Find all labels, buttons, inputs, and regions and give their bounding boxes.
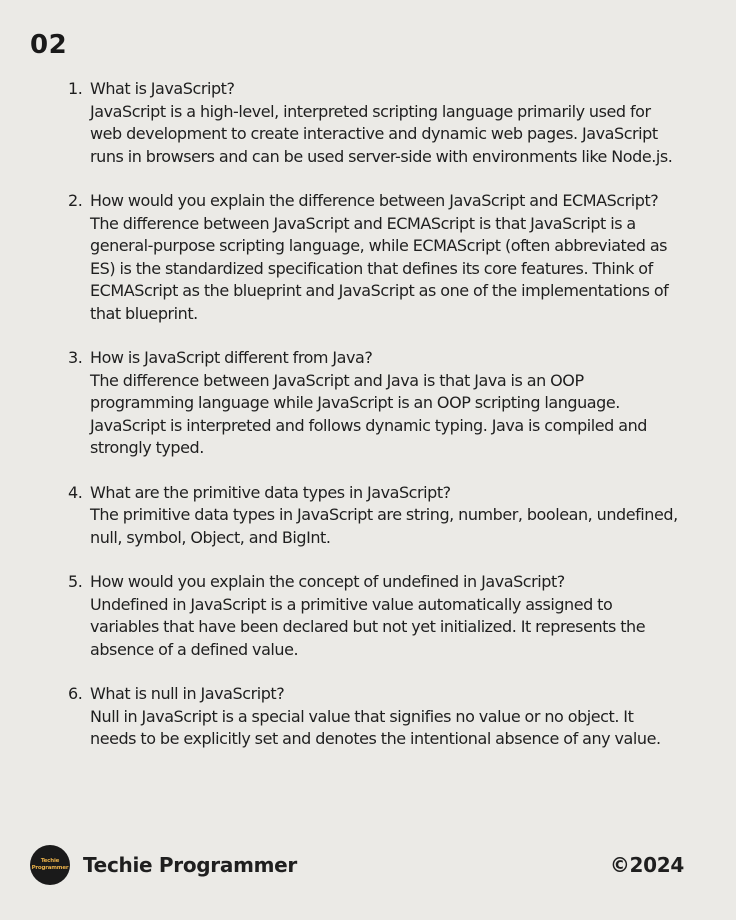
qa-question: How would you explain the difference between JavaScript and ECMAScript?: [90, 191, 659, 210]
qa-item-5: [68, 571, 678, 661]
logo-text-line1: Techie: [40, 858, 60, 864]
logo-text-line2: Programmer: [31, 865, 69, 871]
qa-answer: The difference between JavaScript and Java is that Java is an OOP programming language while JavaScript is an OOP scripting language. JavaScript is interpreted and follows dynamic typing. Java is compiled and strongly typed.: [90, 370, 647, 457]
qa-number: 5.: [68, 572, 83, 591]
qa-item-1: [68, 78, 678, 168]
qa-number: 6.: [68, 684, 83, 703]
qa-answer: The primitive data types in JavaScript are string, number, boolean, undefined, null, symbol, Object, and BigInt.: [90, 505, 678, 547]
qa-answer: Undefined in JavaScript is a primitive value automatically assigned to variables that have been declared but not yet initialized. It represents the absence of a defined value.: [90, 594, 646, 659]
qa-list: [68, 78, 678, 773]
qa-item-6: [68, 683, 678, 751]
brand-name: Techie Programmer: [83, 853, 297, 877]
qa-number: 3.: [68, 348, 83, 367]
qa-number: 2.: [68, 191, 83, 210]
footer: [30, 844, 684, 886]
brand-logo: [30, 845, 70, 885]
copyright: ©2024: [609, 853, 684, 877]
qa-question: How would you explain the concept of undefined in JavaScript?: [90, 572, 565, 591]
qa-question: What is null in JavaScript?: [90, 684, 285, 703]
qa-item-4: [68, 482, 678, 550]
qa-answer: Null in JavaScript is a special value that signifies no value or no object. It needs to be explicitly set and denotes the intentional absence of any value.: [90, 706, 661, 748]
qa-item-3: [68, 347, 678, 460]
qa-question: How is JavaScript different from Java?: [90, 348, 373, 367]
qa-question: What is JavaScript?: [90, 79, 235, 98]
qa-answer: The difference between JavaScript and ECMAScript is that JavaScript is a general-purpose scripting language, while ECMAScript (often abbreviated as ES) is the standardized specification that defines its core features. Think of ECMAScript as the blueprint and JavaScript as one of the implementations of that blueprint.: [90, 213, 669, 323]
qa-answer: JavaScript is a high-level, interpreted scripting language primarily used for web development to create interactive and dynamic web pages. JavaScript runs in browsers and can be used server-side with environments like Node.js.: [90, 101, 673, 166]
qa-number: 1.: [68, 79, 83, 98]
page-number: 02: [30, 30, 68, 60]
qa-item-2: [68, 190, 678, 325]
qa-number: 4.: [68, 482, 83, 502]
qa-question: What are the primitive data types in JavaScript?: [90, 482, 451, 502]
